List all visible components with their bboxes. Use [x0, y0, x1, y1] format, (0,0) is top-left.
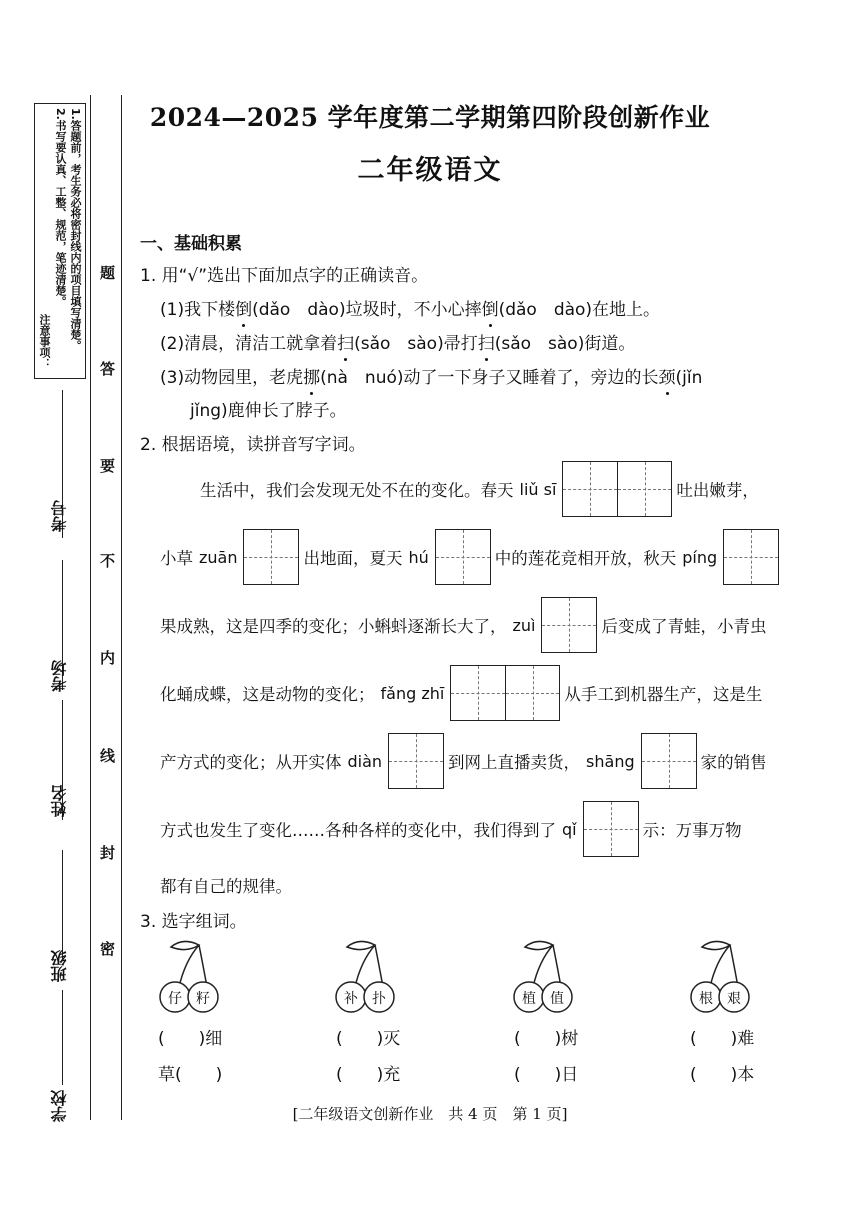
grid-cell[interactable]: [451, 666, 505, 720]
writing-grid[interactable]: [243, 529, 299, 585]
text: (sǎo sào)帚打: [354, 334, 478, 354]
pinyin: zuì: [512, 615, 536, 635]
pinyin: shāng: [586, 751, 635, 771]
q2-row-6: [160, 801, 742, 857]
q2-row-5: [160, 733, 767, 789]
notice-box: [34, 103, 86, 379]
text: 示：万事万物: [642, 821, 742, 840]
word-blank[interactable]: ( )本: [690, 1065, 755, 1085]
dotted-char: 扫: [478, 329, 495, 354]
cherry-char: 仔: [168, 991, 182, 1007]
word-blank[interactable]: 草( ): [158, 1065, 223, 1085]
writing-grid[interactable]: [583, 801, 639, 857]
text: (dǎo dào)垃圾时，不小心摔: [252, 300, 482, 320]
text: 中的莲花竞相开放，秋天: [494, 549, 677, 568]
q2-prompt: 2. 根据语境，读拼音写字词。: [140, 435, 366, 455]
text: 小草: [160, 549, 193, 568]
field-name: 姓名: [50, 785, 69, 817]
cherry-char: 值: [550, 991, 564, 1007]
text: (jǐn: [675, 368, 703, 388]
text: (dǎo dào)在地上。: [498, 300, 661, 320]
pinyin: hú: [408, 547, 429, 567]
word-blank[interactable]: ( )充: [336, 1065, 401, 1085]
q2-row-2: [160, 529, 783, 585]
q1-line-1: [160, 295, 660, 320]
pinyin: fǎng zhī: [380, 683, 445, 703]
q1-line-3: [160, 363, 702, 388]
word-blank[interactable]: ( )细: [158, 1029, 223, 1049]
q2-row-7: 都有自己的规律。: [160, 877, 292, 896]
writing-grid[interactable]: [723, 529, 779, 585]
text: 生活中，我们会发现无处不在的变化。春天: [200, 481, 514, 500]
dotted-char: 倒: [482, 295, 499, 320]
seal-char: 不: [100, 552, 116, 570]
word-blank[interactable]: ( )日: [514, 1065, 579, 1085]
q1-prompt: 1. 用“√”选出下面加点字的正确读音。: [140, 266, 429, 286]
cherry-char: 补: [344, 991, 358, 1007]
seal-char: 线: [100, 747, 116, 765]
text: (3)动物园里，老虎: [160, 368, 304, 388]
cherry-char: 扑: [372, 991, 386, 1007]
page-subtitle: 二年级语文: [357, 155, 503, 186]
field-line[interactable]: [62, 990, 63, 1085]
word-blank[interactable]: ( )灭: [336, 1029, 401, 1049]
cherry-pair-4: [688, 937, 768, 1015]
grid-cell[interactable]: [542, 598, 596, 652]
text: 化蛹成蝶，这是动物的变化；: [160, 685, 375, 704]
seal-char: 要: [100, 457, 116, 475]
text: (2)清晨，清洁工就拿着: [160, 334, 338, 354]
text: 到网上直播卖货，: [448, 753, 581, 772]
grid-cell[interactable]: [436, 530, 490, 584]
field-class: 班级: [50, 950, 69, 982]
q2-row-1: [200, 461, 759, 517]
pinyin: liǔ sī: [519, 479, 557, 499]
word-blank[interactable]: ( )树: [514, 1029, 579, 1049]
page-footer: [二年级语文创新作业 共 4 页 第 1 页]: [292, 1105, 568, 1123]
q1-line-2: [160, 329, 635, 354]
cherry-char: 艰: [727, 991, 741, 1007]
grid-cell[interactable]: [584, 802, 638, 856]
grid-cell[interactable]: [244, 530, 298, 584]
grid-cell[interactable]: [389, 734, 443, 788]
grid-cell[interactable]: [505, 666, 559, 720]
seal-char: 内: [100, 649, 116, 667]
text: 从手工到机器生产，这是生: [564, 685, 763, 704]
text: 产方式的变化；从开实体: [160, 753, 342, 772]
text: 出地面，夏天: [303, 549, 403, 568]
text: 吐出嫩芽，: [676, 481, 759, 500]
text: 果成熟，这是四季的变化；小蝌蚪逐渐长大了，: [160, 617, 507, 636]
text: 方式也发生了变化……各种各样的变化中，我们得到了: [160, 821, 556, 840]
grid-cell[interactable]: [563, 462, 617, 516]
writing-grid[interactable]: [562, 461, 672, 517]
notice-line-2: 2.书写要认真、工整、规范，笔迹清楚。: [54, 108, 67, 307]
cherry-char: 籽: [196, 991, 210, 1007]
text: (nà nuó)动了一下身子又睡着了，旁边的长: [320, 368, 659, 388]
dotted-char: 挪: [303, 363, 320, 388]
pinyin: zuān: [199, 547, 238, 567]
page-title: 2024—2025 学年度第二学期第四阶段创新作业: [149, 103, 711, 132]
section-heading: 一、基础积累: [140, 234, 242, 254]
dotted-char: 扫: [337, 329, 354, 354]
q2-row-3: [160, 597, 766, 653]
dotted-char: 倒: [235, 295, 252, 320]
q1-line-4: jǐng)鹿伸长了脖子。: [190, 401, 347, 421]
field-exam-number: 考号: [50, 500, 69, 532]
writing-grid[interactable]: [435, 529, 491, 585]
q2-row-4: [160, 665, 762, 721]
text: 家的销售: [700, 753, 767, 772]
grid-cell[interactable]: [617, 462, 671, 516]
grid-cell[interactable]: [642, 734, 696, 788]
cherry-pair-1: [157, 937, 237, 1015]
writing-grid[interactable]: [541, 597, 597, 653]
writing-grid[interactable]: [450, 665, 560, 721]
pinyin: qǐ: [562, 819, 577, 839]
cherry-char: 植: [522, 991, 536, 1007]
seal-char: 封: [100, 844, 116, 862]
pinyin: píng: [682, 547, 718, 567]
cherry-pair-3: [511, 937, 591, 1015]
seal-line-left: [90, 95, 91, 1120]
seal-char: 题: [100, 264, 116, 282]
writing-grid[interactable]: [641, 733, 697, 789]
field-exam-room: 考场: [50, 660, 69, 692]
q3-prompt: 3. 选字组词。: [140, 912, 247, 932]
cherry-char: 根: [699, 991, 713, 1007]
pinyin: diàn: [347, 751, 383, 771]
text: (sǎo sào)街道。: [494, 334, 636, 354]
grid-cell[interactable]: [724, 530, 778, 584]
seal-line-right: [121, 95, 122, 1120]
word-blank[interactable]: ( )难: [690, 1029, 755, 1049]
writing-grid[interactable]: [388, 733, 444, 789]
notice-line-1: 1.答题前，考生务必将密封线内的项目填写清楚。: [69, 108, 82, 351]
notice-title: 注意事项：: [38, 314, 51, 369]
text: 后变成了青蛙，小青虫: [601, 617, 767, 636]
text: (1)我下楼: [160, 300, 236, 320]
dotted-char: 颈: [659, 363, 676, 388]
seal-char: 答: [100, 360, 116, 378]
cherry-pair-2: [333, 937, 413, 1015]
seal-char: 密: [100, 940, 116, 958]
field-school: 学校: [50, 1090, 69, 1122]
field-line[interactable]: [62, 850, 63, 960]
